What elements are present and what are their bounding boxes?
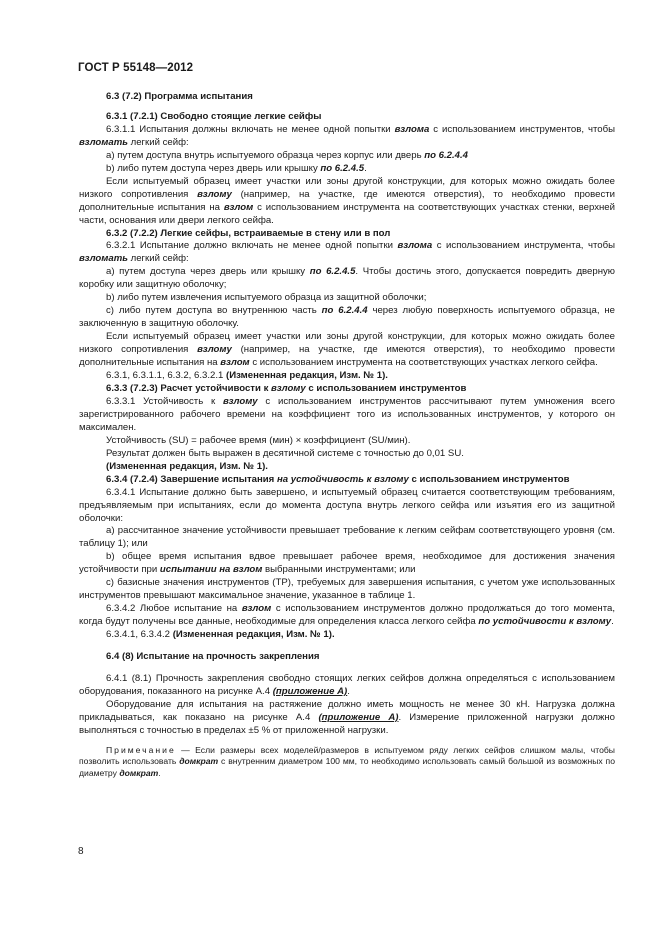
section-6-3-3-heading: 6.3.3 (7.2.3) Расчет устойчивости к взлому с использованием инструментов [106,382,467,394]
paragraph-6-4-1: 6.4.1 (8.1) Прочность закрепления свободно стоящих легких сейфов должна определяться с использованием оборудования, показанного на рисунке А.4 (приложение А). [79,672,615,697]
paragraph-6-4-1-equipment: Оборудование для испытания на растяжение должно иметь мощность не менее 30 кН. Нагрузка должна прикладываться, как показано на рисунке А.4 (приложение А). Измерение приложенной нагрузки должно выполняться с точностью в пределах ±5 % от приложенной нагрузки. [79,698,616,736]
list-item-b: b) либо путем доступа через дверь или крышку по 6.2.4.5. [106,162,367,174]
section-6-4-heading: 6.4 (8) Испытание на прочность закрепления [106,651,320,663]
paragraph-6-3-1-1: 6.3.1.1 Испытания должны включать не менее одной попытки взлома с использованием инструментов, чтобы взломать легкий сейф: [79,123,615,148]
section-6-3-4-heading: 6.3.4 (7.2.4) Завершение испытания на устойчивость к взлому с использованием инструментов [106,473,570,485]
list-item-c: c) либо путем доступа во внутреннюю часть по 6.2.4.4 через любую поверхность испытуемого образца, не заключенную в защитную оболочку. [79,305,615,330]
list-item-a: а) путем доступа внутрь испытуемого образца через корпус или дверь по 6.2.4.4 [106,149,468,161]
section-6-3-1-heading: 6.3.1 (7.2.1) Свободно стоящие легкие сейфы [106,110,322,122]
section-6-3-heading: 6.3 (7.2) Программа испытания [106,91,253,102]
appendix-a-link[interactable]: (приложение А) [272,685,348,697]
page-number: 8 [78,846,84,857]
amendment-note: 6.3.4.1, 6.3.4.2 (Измененная редакция, Изм. № 1). [106,629,335,641]
section-6-3-2-heading: 6.3.2 (7.2.2) Легкие сейфы, встраиваемые в стену или в пол [106,227,391,239]
paragraph-6-3-1-zones: Если испытуемый образец имеет участки или зоны другой конструкции, для которых можно ожидать более низкого сопротивления взлому (например, на участке, где имеются отверстия), то необходимо провести дополнительные испытания на взлом с использованием инструмента на соответствующих участках стенки, верхней части, основания или двери легкого сейфа. [79,175,615,226]
document-body [79,91,615,780]
paragraph-6-3-4-2: 6.3.4.2 Любое испытание на взлом с использованием инструментов должно продолжаться до того момента, когда будут получены все данные, необходимые для определения класса легкого сейфа по устойчивости к взлому. [79,603,615,628]
list-item-c: c) базисные значения инструментов (TP), требуемых для завершения испытания, с учетом уже использованных инструментов превышают максимальное значение, указанное в таблице 1. [79,577,615,602]
paragraph-6-3-2-zones: Если испытуемый образец имеет участки или зоны другой конструкции, для которых можно ожидать более низкого сопротивления взлому (например, на участке, где имеются отверстия), то необходимо провести дополнительные испытания на взлом с использованием инструмента на соответствующих участках легкого сейфа. [79,331,615,369]
appendix-a-link[interactable]: (приложение А) [318,711,399,723]
paragraph-6-3-3-1: 6.3.3.1 Устойчивость к взлому с использованием инструментов рассчитывают путем умножения всего зарегистрированного рабочего времени на коэффициент того из использованных инструментов, у которого он максимален. [79,395,615,433]
document-header: ГОСТ Р 55148—2012 [78,62,194,74]
formula-line: Устойчивость (SU) = рабочее время (мин) × коэффициент (SU/мин). [106,434,411,446]
paragraph-6-3-4-1: 6.3.4.1 Испытание должно быть завершено, и испытуемый образец считается соответствующим требованиям, предъявляемым при испытаниях, если до момента доступа внутрь легкого сейфа или изъятия его из защитной оболочки: [79,486,615,524]
list-item-a: а) путем доступа через дверь или крышку по 6.2.4.5. Чтобы достичь этого, допускается повредить дверную коробку или защитную оболочку; [79,266,615,291]
amendment-note: 6.3.1, 6.3.1.1, 6.3.2, 6.3.2.1 (Измененная редакция, Изм. № 1). [106,370,388,382]
list-item-a: а) рассчитанное значение устойчивости превышает требование к легким сейфам соответствующего уровня (см. таблицу 1); или [79,525,615,550]
list-item-b: b) либо путем извлечения испытуемого образца из защитной оболочки; [106,292,427,304]
result-precision-line: Результат должен быть выражен в десятичной системе с точностью до 0,01 SU. [106,447,464,459]
note-paragraph: Примечание — Если размеры всех моделей/размеров в испытуемом ряду легких сейфов слишком малы, чтобы позволить использовать домкрат с внутренним диаметром 100 мм, то необходимо использовать самый большой из возможных по диаметру домкрат. [79,744,615,778]
list-item-b: b) общее время испытания вдвое превышает рабочее время, необходимое для достижения значения устойчивости при испытании на взлом выбранными инструментами; или [79,551,615,576]
amendment-note: (Измененная редакция, Изм. № 1). [106,460,268,472]
note-label: Примечание [106,744,176,755]
paragraph-6-3-2-1: 6.3.2.1 Испытание должно включать не менее одной попытки взлома с использованием инструмента, чтобы взломать легкий сейф: [79,240,615,265]
